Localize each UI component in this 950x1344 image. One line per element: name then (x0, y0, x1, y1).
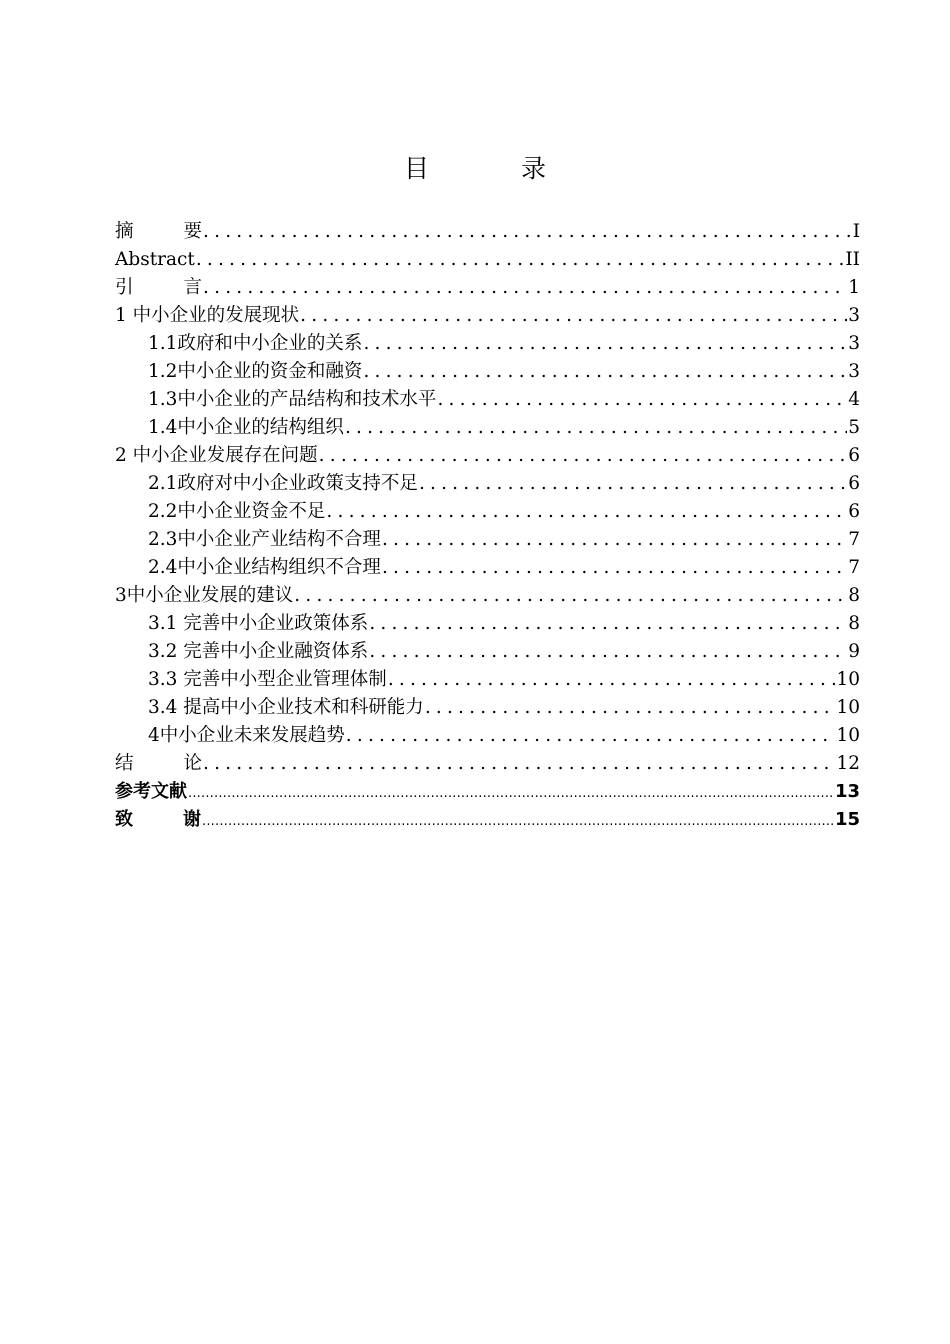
toc-leader-dots (388, 666, 836, 694)
toc-entry-label: 1 中小企业的发展现状 (115, 305, 300, 326)
toc-entry-label: 3.3 完善中小型企业管理体制 (148, 669, 387, 690)
toc-entry-abstract-en[interactable] (115, 246, 860, 274)
toc-entry-acknowledgements[interactable] (115, 806, 860, 834)
toc-entry-section-3-2[interactable] (115, 638, 860, 666)
toc-entry-section-2-2[interactable] (115, 498, 860, 526)
toc-leader-dots (363, 358, 847, 386)
toc-entry-label: 参考文献 (115, 781, 187, 802)
toc-entry-page: 13 (834, 781, 860, 802)
toc-entry-page: 10 (836, 669, 860, 690)
toc-leader-dots (300, 302, 847, 330)
toc-entry-section-3-4[interactable] (115, 694, 860, 722)
toc-entry-label: 摘要 (115, 221, 203, 242)
toc-entry-chapter-1[interactable] (115, 302, 860, 330)
toc-leader-dots (202, 808, 834, 836)
toc-entry-page: 9 (848, 641, 860, 662)
toc-leader-dots (437, 386, 847, 414)
toc-entry-page: 10 (836, 725, 860, 746)
toc-entry-section-2-4[interactable] (115, 554, 860, 582)
toc-entry-page: 8 (848, 613, 860, 634)
toc-leader-dots (382, 554, 847, 582)
toc-leader-dots (425, 694, 836, 722)
toc-entry-label: 1.4中小企业的结构组织 (148, 417, 344, 438)
toc-entry-page: I (852, 221, 860, 242)
toc-leader-dots (319, 442, 848, 470)
toc-entry-section-1-3[interactable] (115, 386, 860, 414)
toc-entry-label: 2.4中小企业结构组织不合理 (148, 557, 381, 578)
toc-entry-page: 1 (848, 277, 860, 298)
toc-entry-label: 引言 (115, 277, 203, 298)
toc-entry-chapter-3[interactable] (115, 582, 860, 610)
toc-entry-page: 6 (848, 445, 860, 466)
toc-entry-label: 3.1 完善中小企业政策体系 (148, 613, 369, 634)
toc-leader-dots (203, 274, 847, 302)
toc-entry-conclusion[interactable] (115, 750, 860, 778)
toc-leader-dots (203, 218, 852, 246)
toc-list (115, 218, 860, 834)
toc-entry-introduction[interactable] (115, 274, 860, 302)
toc-leader-dots (382, 526, 847, 554)
toc-leader-dots (346, 722, 836, 750)
toc-leader-dots (363, 330, 847, 358)
toc-entry-label: 3.4 提高中小企业技术和科研能力 (148, 697, 424, 718)
toc-entry-abstract-cn[interactable] (115, 218, 860, 246)
toc-entry-label: 2 中小企业发展存在问题 (115, 445, 318, 466)
toc-leader-dots (369, 610, 847, 638)
toc-entry-section-1-4[interactable] (115, 414, 860, 442)
toc-leader-dots (419, 470, 847, 498)
toc-entry-page: 3 (848, 305, 860, 326)
toc-leader-dots (326, 498, 847, 526)
toc-entry-section-3-3[interactable] (115, 666, 860, 694)
toc-entry-label: 2.2中小企业资金不足 (148, 501, 326, 522)
toc-leader-dots (345, 414, 847, 442)
toc-entry-section-1-1[interactable] (115, 330, 860, 358)
toc-leader-dots (188, 780, 834, 808)
toc-entry-page: II (845, 249, 860, 270)
toc-entry-label: 1.1政府和中小企业的关系 (148, 333, 363, 354)
toc-entry-page: 7 (848, 557, 860, 578)
toc-entry-label: Abstract (115, 249, 195, 270)
toc-entry-section-1-2[interactable] (115, 358, 860, 386)
toc-entry-label: 4中小企业未来发展趋势 (148, 725, 345, 746)
toc-entry-page: 6 (848, 473, 860, 494)
toc-entry-label: 2.1政府对中小企业政策支持不足 (148, 473, 418, 494)
toc-leader-dots (203, 750, 835, 778)
toc-entry-page: 4 (848, 389, 860, 410)
toc-entry-page: 8 (848, 585, 860, 606)
toc-entry-chapter-4[interactable] (115, 722, 860, 750)
toc-entry-page: 3 (848, 361, 860, 382)
toc-entry-label: 致谢 (115, 809, 201, 830)
toc-entry-page: 5 (848, 417, 860, 438)
toc-leader-dots (294, 582, 847, 610)
toc-leader-dots (369, 638, 847, 666)
toc-entry-section-3-1[interactable] (115, 610, 860, 638)
toc-entry-page: 12 (836, 753, 860, 774)
toc-entry-label: 1.2中小企业的资金和融资 (148, 361, 363, 382)
toc-entry-section-2-1[interactable] (115, 470, 860, 498)
toc-entry-section-2-3[interactable] (115, 526, 860, 554)
toc-entry-label: 1.3中小企业的产品结构和技术水平 (148, 389, 437, 410)
toc-title: 目 录 (404, 154, 588, 183)
toc-entry-label: 2.3中小企业产业结构不合理 (148, 529, 381, 550)
toc-entry-page: 6 (848, 501, 860, 522)
toc-entry-page: 3 (848, 333, 860, 354)
toc-entry-page: 15 (834, 809, 860, 830)
toc-entry-label: 3中小企业发展的建议 (115, 585, 294, 606)
toc-leader-dots (196, 246, 845, 274)
toc-entry-page: 7 (848, 529, 860, 550)
toc-entry-chapter-2[interactable] (115, 442, 860, 470)
toc-entry-references[interactable] (115, 778, 860, 806)
toc-entry-label: 结论 (115, 753, 203, 774)
toc-entry-page: 10 (836, 697, 860, 718)
toc-entry-label: 3.2 完善中小企业融资体系 (148, 641, 369, 662)
